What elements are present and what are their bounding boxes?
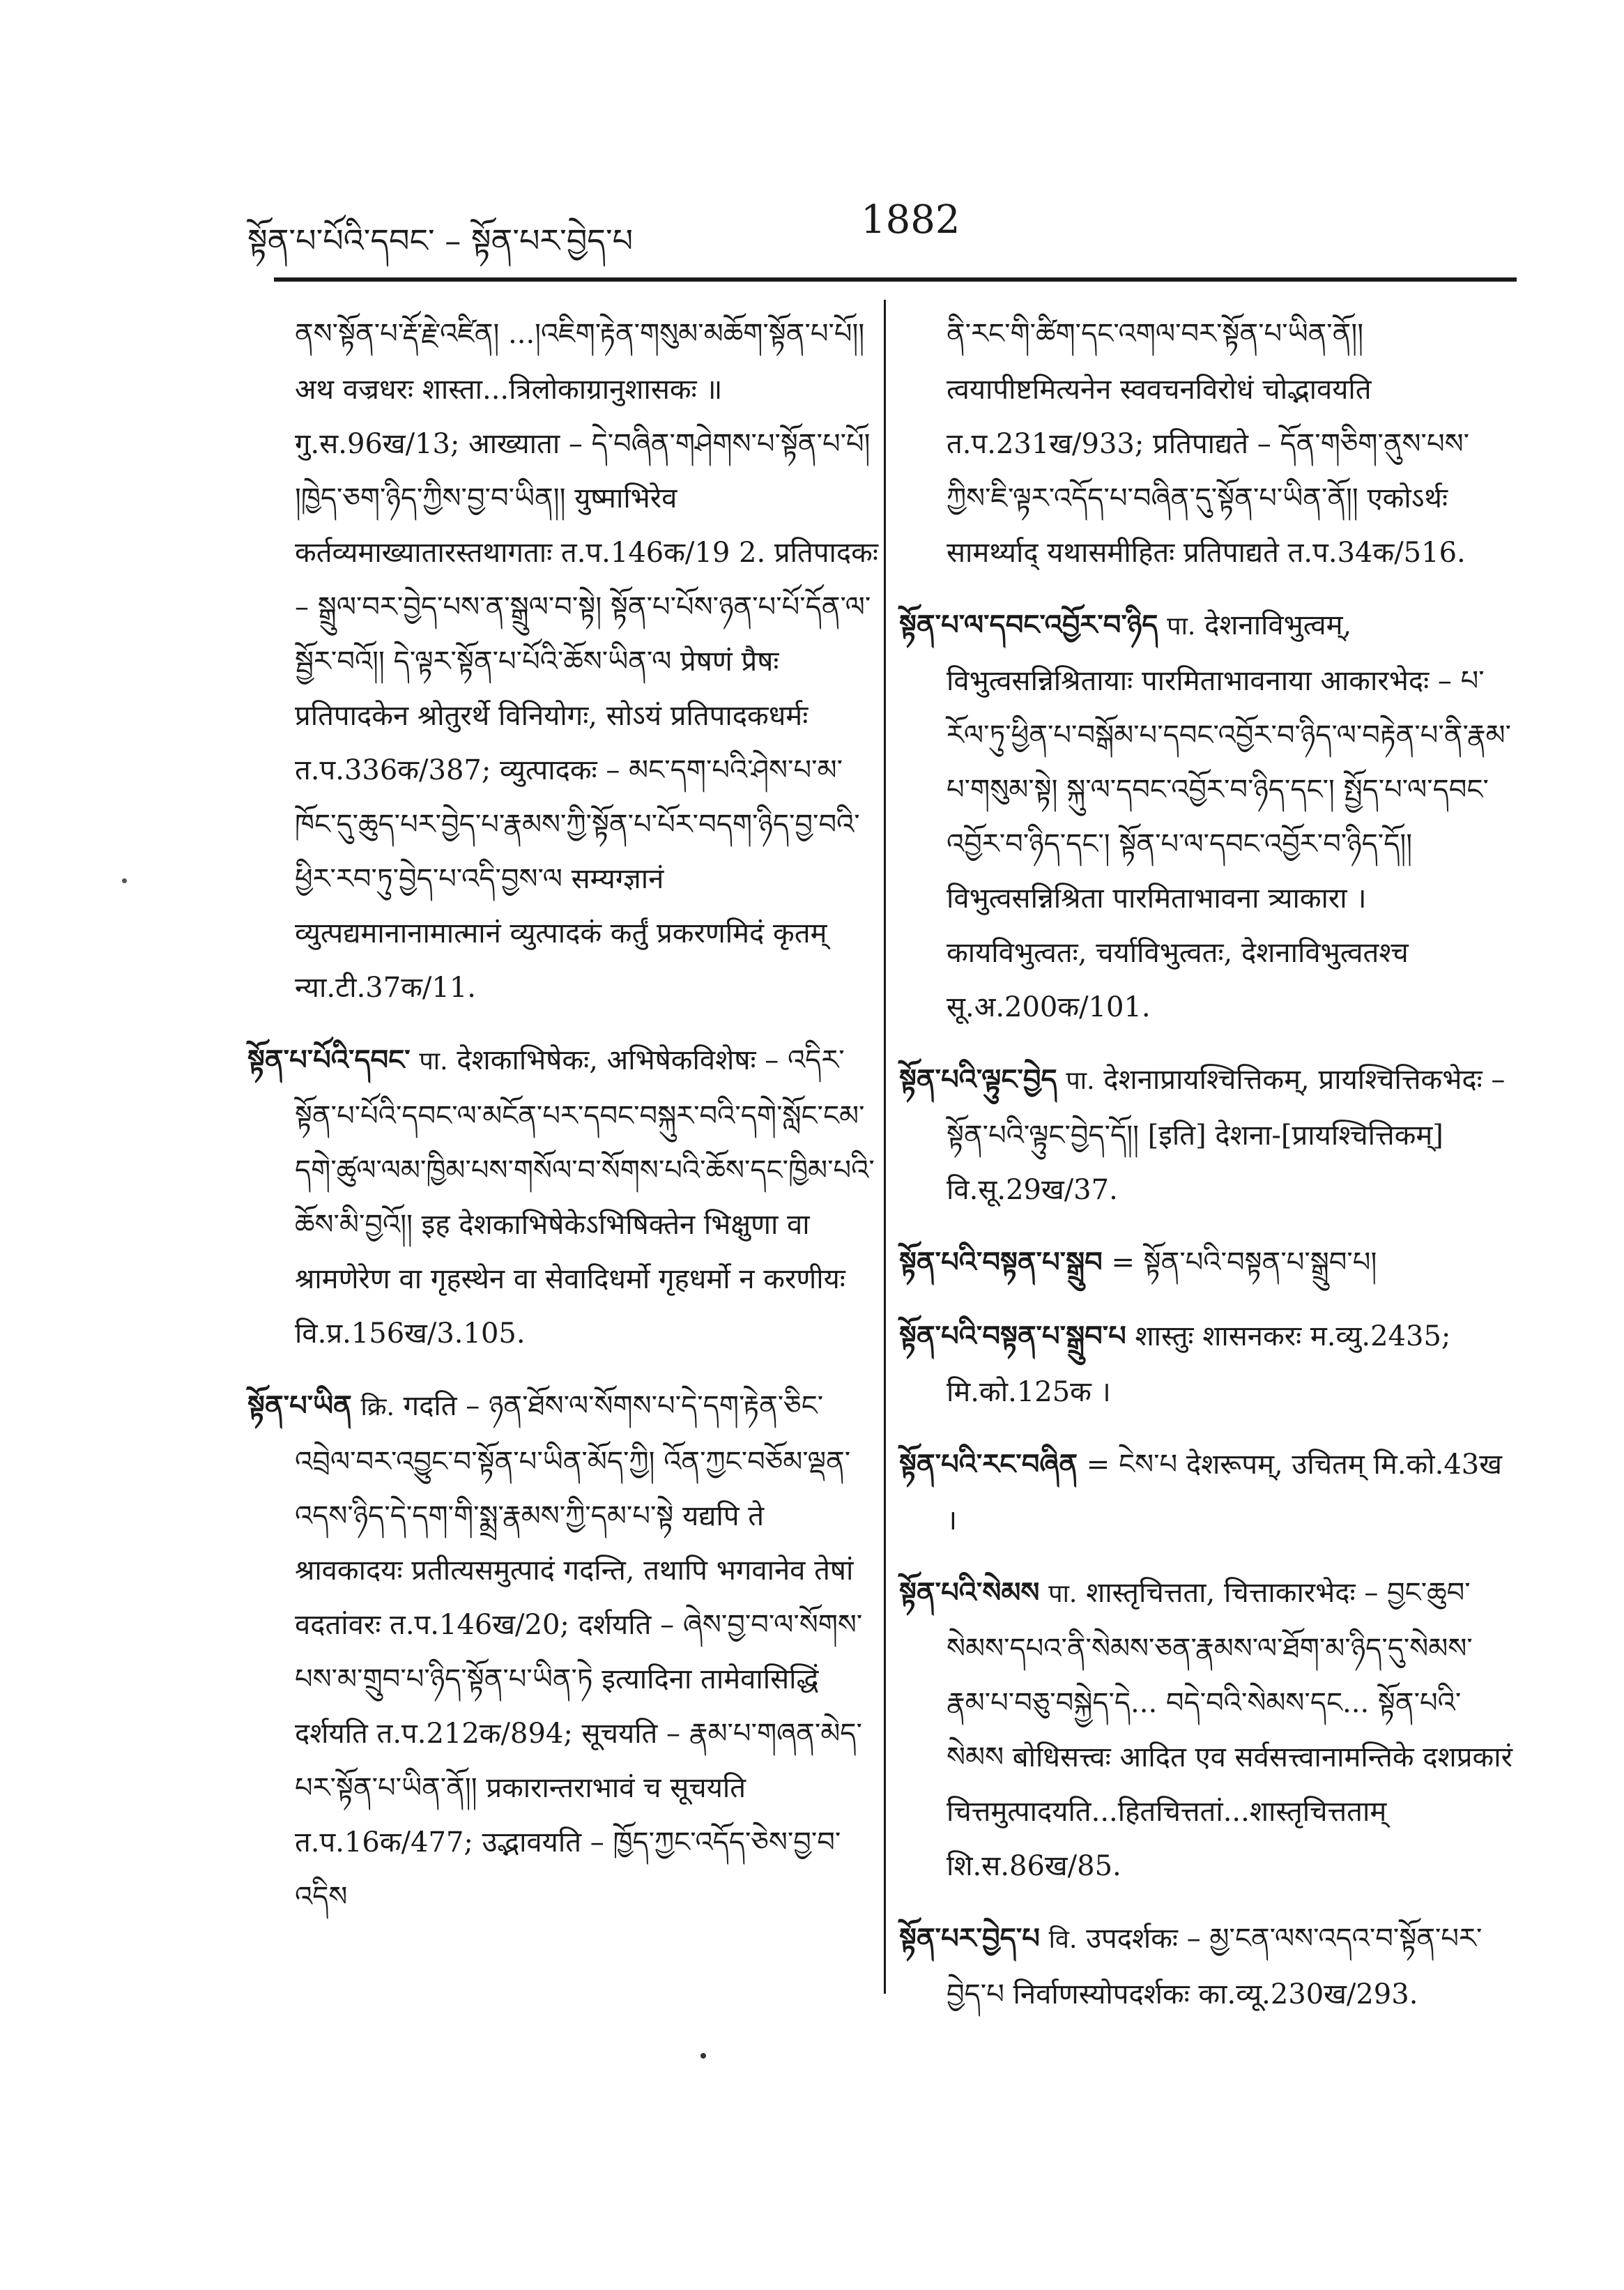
grammar-tag: पा.	[1167, 612, 1196, 641]
header-rule	[274, 277, 1517, 282]
dictionary-entry	[247, 1379, 878, 1924]
grammar-tag: पा.	[1048, 1580, 1078, 1608]
running-head: སྟོན་པ་པོའི་དབང་ – སྟོན་པར་བྱེད་པ	[247, 222, 634, 259]
headword: སྟོན་པའི་རང་བཞིན	[899, 1448, 1078, 1481]
dictionary-entry	[899, 1911, 1512, 2022]
left-column	[247, 307, 878, 1942]
headword: སྟོན་པའི་བསྟན་པ་སྒྲུབ	[899, 1246, 1103, 1278]
headword: སྟོན་པ་པོའི་དབང་	[247, 1044, 411, 1076]
entry-text: देशनाप्रायश्चित्तिकम्, प्रायश्चित्तिकभेदः – སྟོན་པའི་ལྟུང་བྱེད་དོ།། [इति] देशना-[प्रायश्चित्तिकम्] वि.सू.29ख/37.	[947, 1064, 1506, 1206]
grammar-tag: क्रि.	[360, 1393, 394, 1421]
dictionary-entry	[899, 598, 1512, 1035]
dictionary-entry	[247, 1033, 878, 1361]
entry-text: देशकाभिषेकः, अभिषेकविशेषः – འདིར་སྟོན་པ་པོའི་དབང་ལ་མངོན་པར་དབང་བསྐུར་བའི་དགེ་སློང་ངམ་དགེ་ཚུལ་ལམ་ཁྱིམ་པས་གསོལ་བ་སོགས་པའི་ཆོས་དང་ཁྱིམ་པའི་ཆོས་མི་བྱའོ།། इह देशकाभिषेकेऽभिषिक्तेन भिक्षुणा वा श्रामणेरेण वा गृहस्थेन वा सेवादिधर्मो गृहधर्मो न करणीयः वि.प्र.156ख/3.105.	[295, 1044, 875, 1350]
dictionary-entry	[247, 307, 878, 1015]
dictionary-entry	[899, 1437, 1512, 1548]
column-divider	[884, 300, 886, 1994]
grammar-tag: पा.	[1066, 1067, 1095, 1095]
headword: སྟོན་པ་ཡིན	[247, 1389, 352, 1422]
dictionary-entry	[899, 1566, 1512, 1893]
right-column	[899, 307, 1512, 2040]
grammar-tag: पा.	[419, 1047, 448, 1076]
entry-text: देशनाविभुत्वम्, विभुत्वसन्निश्रितायाः पारमिताभावनाया आकारभेदः – པ་རོལ་ཏུ་ཕྱིན་པ་བསྒོམ་པ་དབང་འབྱོར་བ་ཉིད་ལ་བརྟེན་པ་ནི་རྣམ་པ་གསུམ་སྟེ། སྐུ་ལ་དབང་འབྱོར་བ་ཉིད་དང་། སྤྱོད་པ་ལ་དབང་འབྱོར་བ་ཉིད་དང་། སྟོན་པ་ལ་དབང་འབྱོར་བ་ཉིད་དོ།། विभुत्वसन्निश्रिता पारमिताभावना त्र्याकारा । कायविभुत्वतः, चर्याविभुत्वतः, देशनाविभुत्वतश्च सू.अ.200क/101.	[947, 609, 1511, 1023]
headword: སྟོན་པར་བྱེད་པ	[899, 1922, 1040, 1955]
entry-text: शास्तुः शासनकरः म.व्यु.2435; मि.को.125क ।	[947, 1320, 1451, 1408]
headword: སྟོན་པའི་ལྟུང་བྱེད	[899, 1063, 1057, 1096]
dictionary-entry	[899, 1309, 1512, 1419]
page-number: 1882	[861, 197, 960, 243]
headword: སྟོན་པའི་སེམས	[899, 1576, 1040, 1609]
entry-text: ནས་སྟོན་པ་རྡོ་རྗེ་འཛིན། ...།འཇིག་རྟེན་གསུམ་མཆོག་སྟོན་པ་པོ།། अथ वज्रधरः शास्ता...त्रिलोकाग्रानुशासकः ॥ गु.स.96ख/13; आख्याता – དེ་བཞིན་གཤེགས་པ་སྟོན་པ་པོ། །ཁྱེད་ཅག་ཉིད་ཀྱིས་བྱ་བ་ཡིན།། युष्माभिरेव कर्तव्यमाख्यातारस्तथागताः त.प.146क/19 2. प्रतिपादकः – སྒྲུལ་བར་བྱེད་པས་ན་སྒྲུལ་བ་སྟེ། སྟོན་པ་པོས་ཉན་པ་པོ་དོན་ལ་སྦྱོར་བའོ།། དེ་ལྟར་སྟོན་པ་པོའི་ཆོས་ཡིན་ལ प्रेषणं प्रैषः प्रतिपादकेन श्रोतुरर्थे विनियोगः, सोऽयं प्रतिपादकधर्मः त.प.336क/387; व्युत्पादकः – མང་དག་པའི་ཤེས་པ་མ་ཁོང་དུ་ཆུད་པར་བྱེད་པ་རྣམས་ཀྱི་སྟོན་པ་པོར་བདག་ཉིད་བྱ་བའི་ཕྱིར་རབ་ཏུ་བྱེད་པ་འདི་བྱས་ལ सम्यग्ज्ञानं व्युत्पद्यमानानामात्मानं व्युत्पादकं कर्तुं प्रकरणमिदं कृतम् न्या.टी.37क/11.	[295, 318, 878, 1004]
dictionary-entry	[899, 1053, 1512, 1217]
entry-text: = སྟོན་པའི་བསྟན་པ་སྒྲུབ་པ།	[1111, 1246, 1377, 1278]
entry-text: ནི་རང་གི་ཚིག་དང་འགལ་བར་སྟོན་པ་ཡིན་ནོ།། त्वयापीष्टमित्यनेन स्ववचनविरोधं चोद्भावयति त.प.231ख/933; प्रतिपाद्यते – དོན་གཅིག་ནུས་པས་ཀྱིས་ཇི་ལྟར་འདོད་པ་བཞིན་དུ་སྟོན་པ་ཡིན་ནོ།། एकोऽर्थः सामर्थ्याद् यथासमीहितः प्रतिपाद्यते त.प.34क/516.	[947, 318, 1469, 569]
grammar-tag: वि.	[1048, 1925, 1078, 1954]
headword: སྟོན་པའི་བསྟན་པ་སྒྲུབ་པ	[899, 1320, 1126, 1352]
page-header	[247, 192, 1516, 268]
entry-text: उपदर्शकः – མྱ་ངན་ལས་འདའ་བ་སྟོན་པར་བྱེད་པ निर्वाणस्योपदर्शकः का.व्यू.230ख/293.	[947, 1923, 1483, 2010]
dictionary-entry	[899, 307, 1512, 580]
scan-speck	[122, 878, 127, 883]
entry-text: गदति – ཉན་ཐོས་ལ་སོགས་པ་དེ་དག་རྟེན་ཅིང་འབྲེལ་བར་འབྱུང་བ་སྟོན་པ་ཡིན་མོད་ཀྱི། འོན་ཀྱང་བཅོམ་ལྡན་འདས་ཉིད་དེ་དག་གི་སྨྲ་རྣམས་ཀྱི་དམ་པ་སྟེ यद्यपि ते श्रावकादयः प्रतीत्यसमुत्पादं गदन्ति, तथापि भगवानेव तेषां वदतांवरः त.प.146ख/20; दर्शयति – ཞེས་བྱ་བ་ལ་སོགས་པས་མ་གྲུབ་པ་ཉིད་སྟོན་པ་ཡིན་ཏེ इत्यादिना तामेवासिद्धिं दर्शयति त.प.212क/894; सूचयति – རྣམ་པ་གཞན་མེད་པར་སྟོན་པ་ཡིན་ནོ།། प्रकारान्तराभावं च सूचयति त.प.16क/477; उद्भावयति – ཁྱོད་ཀྱང་འདོད་ཅེས་བྱ་བ་འདིས	[295, 1390, 863, 1913]
dictionary-entry	[899, 1235, 1512, 1291]
headword: སྟོན་པ་ལ་དབང་འབྱོར་བ་ཉིད	[899, 609, 1158, 641]
entry-text: शास्तृचित्तता, चित्ताकारभेदः – བྱང་ཆུབ་སེམས་དཔའ་ནི་སེམས་ཅན་རྣམས་ལ་ཐོག་མ་ཉིད་དུ་སེམས་རྣམ་པ་བཅུ་བསྐྱེད་དེ... བདེ་བའི་སེམས་དང... སྟོན་པའི་སེམས बोधिसत्त्वः आदित एव सर्वसत्त्वानामन्तिके दशप्रकारं चित्तमुत्पादयति...हितचित्ततां...शास्तृचित्तताम् शि.स.86ख/85.	[947, 1577, 1512, 1882]
scan-speck	[700, 2053, 706, 2059]
entry-text: = ངེས་པ देशरूपम्, उचितम् मि.को.43ख ।	[947, 1449, 1502, 1536]
